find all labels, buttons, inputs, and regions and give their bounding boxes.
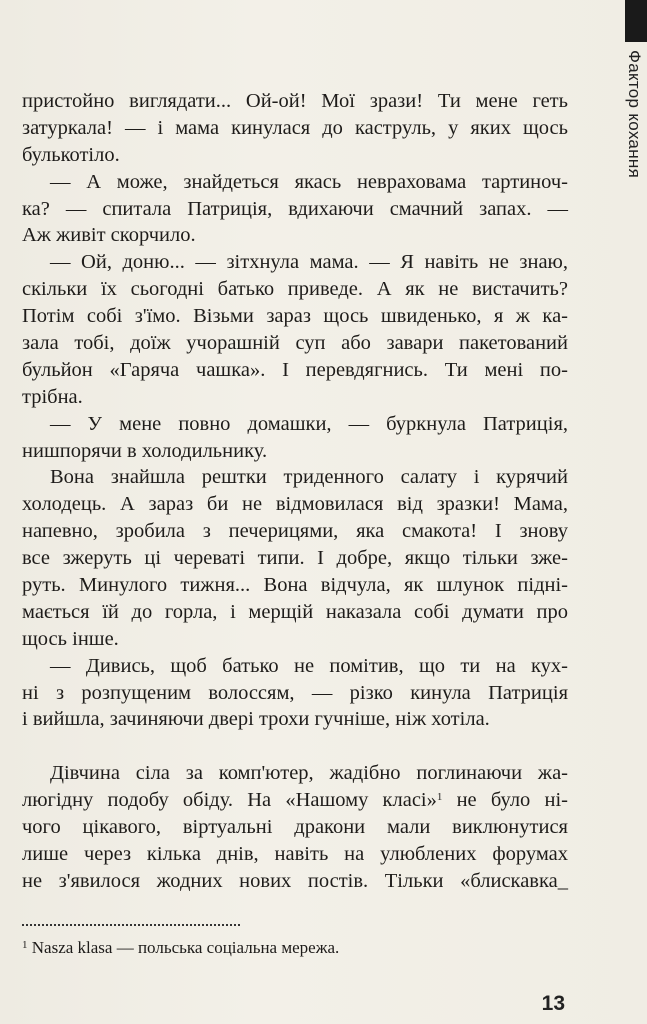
footnote-text: Nasza klasa — польська соціальна мережа. (31, 938, 340, 957)
text-line: ка? — спитала Патриція, вдихаючи смачний запах. — (22, 197, 568, 220)
text-line: мається їй до горла, і мерщій наказала собі думати про (22, 600, 568, 623)
text-line: — Дивись, щоб батько не помітив, що ти на кух- (50, 654, 568, 677)
text-line: Вона знайшла рештки триденного салату і курячий (50, 466, 568, 489)
chapter-tab-marker (625, 0, 647, 42)
footnote-reference: 1 (436, 791, 443, 804)
text-line: трібна. (22, 385, 83, 408)
text-line: Потім собі з'їмо. Візьми зараз щось швиденько, я ж ка- (22, 305, 568, 328)
text-line: Аж живіт скорчило. (22, 224, 196, 247)
text-line: напевно, зробила з печерицями, яка смакота! І знову (22, 520, 568, 543)
text-line: Дівчина сіла за комп'ютер, жадібно поглинаючи жа- (50, 762, 568, 785)
text-line: — У мене повно домашки, — буркнула Патриція, (50, 412, 568, 435)
page-number: 13 (541, 992, 565, 1015)
body-text (22, 88, 568, 895)
text-line: скільки їх сьогодні батько приведе. А як не вистачить? (22, 278, 568, 301)
text-line: зала тобі, доїж учорашній суп або завари пакетований (22, 332, 568, 355)
text-line: нишпорячи в холодильнику. (22, 439, 268, 462)
text-line-part: люгідну подобу обіду. На «Нашому класі»$^1$ не було ні- (22, 789, 568, 812)
footnote-separator (22, 924, 240, 926)
text-line: чого цікавого, віртуальні дракони мали виклюнутися (22, 816, 568, 839)
running-head: Фактор кохання (625, 50, 644, 179)
text-line: ні з розпущеним волоссям, — різко кинула Патриція (22, 681, 568, 704)
footnote (22, 937, 568, 959)
text-line: булькотіло. (22, 143, 120, 166)
text-line: пристойно виглядати... Ой-ой! Мої зрази! Ти мене геть (22, 90, 568, 112)
text-line: бульйон «Гаряча чашка». І перевдягнись. Ти мені по- (22, 358, 568, 381)
text-line: — А може, знайдеться якась невраховама тартиноч- (50, 170, 568, 193)
footnote-marker: 1 (22, 939, 28, 951)
text-line: лише через кілька днів, навіть на улюблених форумах (22, 842, 568, 865)
text-line: — Ой, доню... — зітхнула мама. — Я навіть не знаю, (50, 251, 568, 274)
text-line: не з'явилося жодних нових постів. Тільки «блискавка_ (22, 869, 568, 892)
text-line: руть. Минулого тижня... Вона відчула, як шлунок підні- (22, 574, 568, 597)
text-line: затуркала! — і мама кинулася до каструль, у яких щось (22, 116, 568, 139)
paragraph-gap (22, 733, 568, 760)
text-line: холодець. А зараз би не відмовилася від зразки! Мама, (22, 493, 568, 516)
text-line: щось інше. (22, 627, 119, 650)
text-line (22, 787, 568, 814)
text-line: все зжеруть ці череваті типи. І добре, якщо тільки зже- (22, 547, 568, 570)
text-line: і вийшла, зачиняючи двері трохи гучніше, ніж хотіла. (22, 708, 490, 731)
